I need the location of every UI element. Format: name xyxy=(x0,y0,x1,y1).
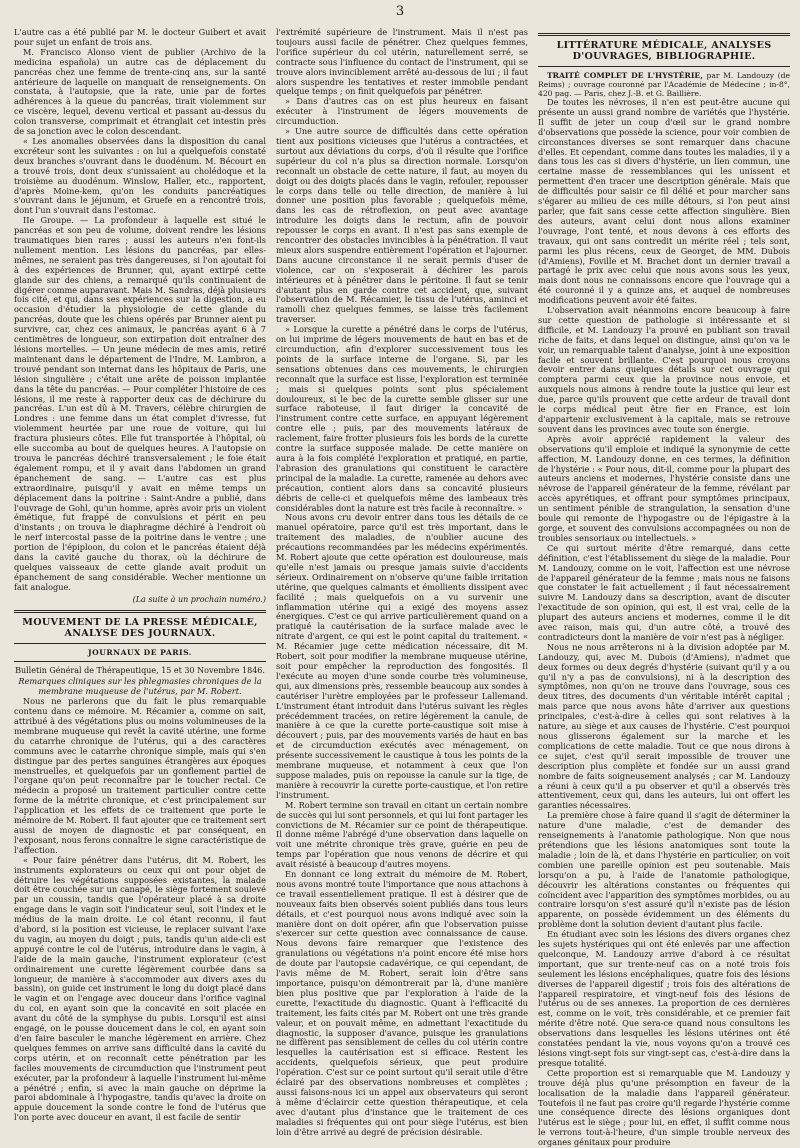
col3-paragraph: La première chose à faire quand il s'agit de déterminer la nature d'une maladie, c'est de demander des renseignements à l'anatomie pathologique. Non que nous prétendions que les lésions anatomiques sont toute la maladie ; loin de là, et dans l'hystérie en particulier, on voit combien une pareille opinion est peu soutenable. Mais lorsqu'on a pu, à l'aide de l'anatomie pathologique, découvrir les altérations constantes ou fréquentes qui coïncident avec l'apparition des symptômes morbides, ou au contraire lorsqu'on s'est assuré qu'il n'existe pas de lésion apparente, on possède évidemment un des éléments du problème dont la solution devient d'autant plus facile. xyxy=(538,810,790,930)
col3-paragraph: Nous ne nous arrêterons ni à la division adoptée par M. Landouzy, qui, avec M. Dubois (d'Amiens), n'admet que deux formes ou deux degrés d'hystérie (suivant qu'il y a ou qu'il n'y a pas de convulsions), ni à la description des symptômes, non qu'on ne trouve dans l'ouvrage, sous ces deux titres, des documents d'un véritable intérêt capital ; mais parce que nous avons hâte d'arriver aux questions principales, c'est-à-dire à celles qui sont relatives à la nature, au siège et aux causes de l'hystérie. C'est pourquoi nous glisserons également sur la marche et les complications de cette maladie. Tout ce que nous dirons à ce sujet, c'est qu'il serait impossible de trouver une description plus complète et fondée sur un aussi grand nombre de faits soigneusement analysés ; car M. Landouzy a réuni à ceux qu'il a pu observer et qu'il a observés très attentivement, ceux qui, dans les auteurs, lui ont offert les garanties nécessaires. xyxy=(538,641,790,811)
page-number: 3 xyxy=(395,4,405,19)
col2-paragraph: En donnant ce long extrait du mémoire de M. Robert, nous avons montré toute l'importance que nous attachons à ce travail essentiellement pratique. Il est à désirer que de nouveaux faits bien observés soient publiés dans tous leurs détails, et c'est pourquoi nous avons indiqué avec soin la manière dont on doit opérer, afin que l'observation puisse s'exercer sur cette question avec connaissance de cause. Nous devons faire remarquer que l'existence des granulations ou végétations n'a point encore été mise hors de doute par l'autopsie cadavérique, ce qui cependant, de l'avis même de M. Robert, serait loin d'être sans importance, puisqu'on démontrerait par là, d'une manière bien plus positive que par l'exploration à l'aide de la curette, l'exactitude du diagnostic. Quant à l'efficacité du traitement, les faits cités par M. Robert ont une très grande valeur, et on pouvait même, en admettant l'exactitude du diagnostic, la supposer d'avance, puisque les granulations ne diffèrent pas sensiblement de celles du col utérin contre lesquelles la cautérisation est si efficace. Restent les accidents, quelquefois sérieux, que peut produire l'opération. C'est sur ce point surtout qu'il serait utile d'être éclairé par des observations nombreuses et complètes ; aussi faisons-nous ici un appel aux observateurs qui seront à même d'éclaircir cette question thérapeutique, et cela avec d'autant plus d'instance que le traitement de ces maladies si fréquentes qui ont pour siège l'utérus, est bien loin d'être arrivé au degré de précision désirable. xyxy=(276,869,528,1137)
col1-paragraph: « Pour faire pénétrer dans l'utérus, dit M. Robert, les instruments explorateurs ou ceux qui ont pour objet de détruire les végétations supposées existantes, la malade doit être couchée sur un canapé, le siège fortement soulevé par un coussin, tandis que l'opérateur placé à sa droite engage dans le vagin soit l'indicateur seul, soit l'index et le médius de la main droite. Le col étant reconnu, il faut d'abord, si la position est vicieuse, le replacer suivant l'axe du vagin, au moyen du doigt ; puis, tandis qu'un aide-cli est appuyé contre le col de l'utérus, introduire dans le vagin, à l'aide de la main gauche, l'instrument explorateur (c'est ordinairement une curette légèrement courbée dans sa longueur, de manière à s'accommoder aux divers axes du bassin), on guide cet instrument le long du doigt placé dans le vagin et on l'engage avec douceur dans l'orifice vaginal du col, en ayant soin que la concavité en soit placée en avant du côté de la symphyse du pubis. Lorsqu'il est ainsi engagé, on le pousse doucement dans le col, en ayant soin d'en faire basculer le manche légèrement en arrière. Chez quelques femmes on arrive sans difficulté dans la cavité du corps utérin, et on reconnaît cette pénétration par les faciles mouvements de circumduction que l'instrument peut exécuter, par la profondeur à laquelle l'instrument lui-même a pénétré ; enfin, si avec la main gauche on déprime la paroi abdominale à l'hypogastre, tandis qu'avec la droite on appuie doucement la sonde contre le fond de l'utérus que l'on porte avec douceur en avant, il est facile de sentir xyxy=(14,854,266,1123)
col1-paragraph: L'autre cas a été publié par M. le docteur Guibert et avait pour sujet un enfant de trois ans. xyxy=(14,27,266,47)
press-section-title: MOUVEMENT DE LA PRESSE MÉDICALE, ANALYSE DES JOURNAUX. xyxy=(22,616,258,639)
section-divider xyxy=(538,33,790,36)
bulletin-heading: Bulletin Général de Thérapeutique, 15 et 30 Novembre 1846. xyxy=(15,666,265,676)
col3-paragraph: En étudiant avec soin les lésions des divers organes chez les sujets hystériques qui ont été enlevés par une affection quelconque, M. Landouzy arrive d'abord à ce résultat important, que sur trente-neuf cas on a noté trois fois seulement les lésions encéphaliques, quatre fois des lésions diverses de l'appareil digestif ; trois fois des altérations de l'appareil respiratoire, et vingt-neuf fois des lésions de l'utérus ou de ses annexes. La proportion de ces dernières est, comme on le voit, très considérable, et ce premier fait mérite d'être noté. Que sera-ce quand nous consultons les observations dans lesquelles les lésions utérines ont été constatées pendant la vie, nous voyons qu'on a trouvé ces lésions vingt-sept fois sur vingt-sept cas, c'est-à-dire dans la presque totalité. xyxy=(538,929,790,1068)
col2-paragraph: M. Robert termine son travail en citant un certain nombre de succès qui lui sont personnels, et qui lui font partager les convictions de M. Récamier sur ce point de thérapeutique. Il donne même l'abrégé d'une observation dans laquelle on voit une métrite chronique très grave, guérie en peu de temps par l'opération que nous venons de décrire et qui avait résisté à beaucoup d'autres moyens. xyxy=(276,799,528,870)
column-2 xyxy=(276,27,528,1137)
press-subsection-title: JOURNAUX DE PARIS. xyxy=(88,647,192,657)
divider xyxy=(538,66,790,67)
columns xyxy=(14,27,790,1148)
col1-paragraph: IIe Groupe. — La profondeur à laquelle est situé le pancréas et son peu de volume, doivent rendre les lésions traumatiques bien rares ; aussi les auteurs n'en font-ils nullement mention. Les lésions du pancréas, par elles-mêmes, ne seraient pas très dangereuses, si l'on ajoutait foi à des expériences de Brunner, qui, ayant extirpé cette glande sur des chiens, a remarqué qu'ils continuaient de digérer comme auparavant. Mais M. Sandras, déjà plusieurs fois cité, et qui, dans ses expériences sur la digestion, a eu occasion d'étudier la physiologie de cette glande du pancréas, doute que les chiens opérés par Brunner aient pu survivre, car, chez ces animaux, le pancréas ayant 6 à 7 centimètres de longueur, son extirpation doit entraîner des lésions mortelles. — Un jeune médecin de mes amis, retiré maintenant dans le département de l'Indre, M. Lambron, a trouvé pendant son internat dans les hôpitaux de Paris, une lésion singulière ; c'était une arête de poisson implantée dans la tête du pancréas. — Pour compléter l'histoire de ces lésions, il me reste à rapporter deux cas de déchirure du pancréas. L'un est dû à M. Travers, célèbre chirurgien de Londres : une femme dans un état complet d'ivresse, fut violemment heurtée par une roue de voiture, qui lui fractura plusieurs côtes. Elle fut transportée à l'hôpital, où elle succomba au bout de quelques heures. A l'autopsie on trouva le pancréas déchiré transversalement ; le foie était également rompu, et il y avait dans l'abdomen un grand épanchement de sang. — L'autre cas est plus extraordinaire, puisqu'il y avait en même temps un déplacement dans la poitrine : Saint-Andre a publié, dans l'ouvrage de Gohl, qu'un homme, après avoir pris un violent émétique, fut frappé de convulsions et périt en peu d'instants ; on trouva le diaphragme déchiré à l'endroit où le nerf intercostal passe de la poitrine dans le ventre ; une portion de l'épiploon, du colon et le pancréas étaient déjà dans la cavité gauche du thorax, où la déchirure de quelques vaisseaux de cette glande avait produit un épanchement de sang considérable. Wecher mentionne un fait analogue. xyxy=(14,215,266,592)
col3-paragraph: De toutes les névroses, il n'en est peut-être aucune qui présente un aussi grand nombre de variétés que l'hystérie. Il suffit de jeter un coup d'œil sur le grand nombre d'observations que possède la science, pour voir combien de circonstances diverses se sont remarquer dans chacune d'elles. Et cependant, comme dans toutes les maladies, il y a dans tous les cas si divers d'hystérie, un lien commun, une certaine masse de ressemblances qui les unissent et permettent d'en tracer une description générale. Mais que de difficultés pour saisir ce fil délié et pour marcher sans s'égarer au milieu de ces mille détours, si l'on peut ainsi parler, que fait sans cesse cette affection singulière. Bien des auteurs, avant celui dont nous allons examiner l'ouvrage, l'ont tenté, et nous devons à ces efforts des travaux, qui ont sans contredit un mérite réel ; tels sont, parmi les plus récens, ceux de Georget, de MM. Dubois (d'Amiens), Foville et M. Brachet dont un dernier travail a partagé le prix avec celui que nous avons sous les yeux, mais dont nous ne connaissons encore que l'ouvrage qui a été couronné il y a quinze ans, et auquel de nombreuses modifications peuvent avoir été faites. xyxy=(538,97,790,306)
col1-paragraph: M. Francisco Alonso vient de publier (Archivo de la medicina española) un autre cas de déplacement du pancréas chez une femme de trente-cinq ans, sur la santé antérieure de laquelle on manquait de renseignements. On constata, à l'autopsie, que la rate, unie par de fortes adhérences à la queue du pancréas, tirait violemment sur ce viscère, lequel, devenu vertical et passant au-dessus du colon transverse, comprimait et étranglait cet intestin près de sa jonction avec le colon descendant. xyxy=(14,46,266,137)
to-be-continued: (La suite à un prochain numéro.) xyxy=(132,594,266,604)
col2-paragraph: » Lorsque la curette a pénétré dans le corps de l'utérus, on lui imprime de légers mouvements de haut en bas et de circumduction, afin d'explorer successivement tous les points de la surface interne de l'organe. Si, par les sensations obtenues dans ces mouvements, le chirurgien reconnaît que la surface est lisse, l'exploration est terminée ; mais si quelques points sont plus spécialement douloureux, si le bec de la curette semble glisser sur une surface raboteuse, il faut diriger la concavité de l'instrument contre cette surface, en appuyant légèrement contre elle ; puis, par des mouvements latéraux de raclement, faire frotter plusieurs fois les bords de la curette contre la surface supposée malade. De cette manière on aura à la fois complété l'exploration et pratiqué, en partie, l'abrasion des granulations qui constituent le caractère principal de la maladie. La curette, ramenée au dehors avec précaution, contient alors dans sa concavité plusieurs débris de celle-ci et quelquefois même des lambeaux très considérables dont la nature est très facile à reconnaître. » xyxy=(276,324,528,513)
book-title: TRAITÉ COMPLET DE L'HYSTÉRIE, xyxy=(547,71,703,80)
book-details: par M. Landouzy (de Reims) ; ouvrage couronné par l'Académie de Médecine ; in-8°, 420 pag. — Paris, chez J.-B. et G. Baillière. xyxy=(538,71,790,98)
col3-paragraph: L'observation avait néanmoins encore beaucoup à faire sur cette question de pathologie si intéressante et si difficile, et M. Landouzy l'a prouvé en publiant son travail riche de faits, et dans lequel on distingue, ainsi qu'on va le voir, un remarquable talent d'analyse, joint à une exposition facile et souvent brillante. C'est pourquoi nous croyons devoir entrer dans quelques détails sur cet ouvrage qui comptera parmi ceux que la province nous envoie, et auxquels nous aimons à rendre toute la justice qui leur est due, parce qu'ils prouvent que cette ardeur de travail dont le corps médical peut être fier en France, est loin d'appartenir exclusivement à la capitale, mais se retrouve souvent dans les provinces avec toute son énergie. xyxy=(538,305,790,434)
col1-paragraph: Nous ne parlerons que du fait le plus remarquable contenu dans ce mémoire. M. Récamier a, comme on sait, attribué à des végétations plus ou moins volumineuses de la membrane muqueuse qui revêt la cavité utérine, une forme du catarrhe chronique de l'utérus, qui a des caractères communs avec le catarrhe chronique simple, mais qui s'en distingue par des pertes sanguines étrangères aux époques menstruelles, et quelquefois par un gonflement partiel de l'organe qu'on peut reconnaître par le toucher rectal. Ce médecin a proposé un traitement particulier contre cette forme de la métrite chronique, et c'est principalement sur l'application et les effets de ce traitement que porte le mémoire de M. Robert. Il faut ajouter que ce traitement sert aussi de moyen de diagnostic et par conséquent, en l'exposant, nous ferons connaître le signe caractéristique de l'affection. xyxy=(14,696,266,855)
col2-paragraph: l'extrémité supérieure de l'instrument. Mais il n'est pas toujours aussi facile de pénétrer. Chez quelques femmes, l'orifice supérieur du col utérin, naturellement serré, se contracte sous l'influence du contact de l'instrument, qui se trouve alors invinciblement arrêté au-dessous de lui ; il faut alors suspendre les tentatives et rester immobile pendant quelque temps ; on finit quelquefois par pénétrer. xyxy=(276,27,528,97)
divider xyxy=(14,643,266,644)
col3-paragraph: Ce qui surtout mérite d'être remarqué, dans cette définition, c'est l'établissement du siège de la maladie. Pour M. Landouzy, comme on le voit, l'affection est une névrose de l'appareil générateur de la femme ; mais nous ne faisons que constater le fait actuellement ; il faut nécessairement suivre M. Landouzy dans sa description, avant de discuter l'exactitude de son opinion, qui est, il est vrai, celle de la plupart des auteurs anciens et modernes, comme il le dit avec raison, mais qui, d'un autre côté, a trouvé des contradicteurs dont la manière de voir n'est pas à négliger. xyxy=(538,542,790,642)
col2-paragraph: » Une autre source de difficultés dans cette opération tient aux positions vicieuses que l'utérus a contractées, et surtout aux déviations du corps, d'où il résulte que l'orifice supérieur du col n'a plus sa direction normale. Lorsqu'on reconnaît un obstacle de cette nature, il faut, au moyen du doigt ou des doigts placés dans le vagin, refouler, repousser le corps dans telle ou telle direction, de manière à lui donner une position plus favorable ; quelquefois même, dans les cas de rétroflexion, on peut avec avantage introduire les doigts dans le rectum, afin de pouvoir repousser le corps en avant. Il n'est pas sans exemple de rencontrer des obstacles invincibles à la pénétration. Il vaut mieux alors suspendre entièrement l'opération et l'ajourner. Dans aucune circonstance il ne serait permis d'user de violence, car on s'exposerait à déchirer les parois intérieures et à pénétrer dans le péritoine. Il faut se tenir d'autant plus en garde contre cet accident, que, suivant l'observation de M. Récamier, le tissu de l'utérus, aminci et ramolli chez quelques femmes, se laisse très facilement traverser. xyxy=(276,126,528,325)
col2-paragraph: » Dans d'autres cas on est plus heureux en faisant exécuter à l'instrument de légers mouvements de circumduction. xyxy=(276,96,528,127)
section-divider xyxy=(14,610,266,613)
divider xyxy=(14,661,266,662)
column-1 xyxy=(14,27,266,1123)
column-3 xyxy=(538,28,790,1148)
col3-paragraph: Cette proportion est si remarquable que M. Landouzy y trouve déjà plus qu'une présomption en faveur de la localisation de la maladie dans l'appareil générateur. Toutefois il ne faut pas croire qu'il regarde l'hystérie comme une conséquence directe des lésions organiques dont l'utérus est le siège ; pour lui, en effet, il suffit comme nous le verrons tout-à-l'heure, d'un simple trouble nerveux des organes génitaux pour produire xyxy=(538,1067,790,1148)
literature-section-title: LITTÉRATURE MÉDICALE, ANALYSES D'OUVRAGES, BIBLIOGRAPHIE. xyxy=(556,40,772,62)
article-heading: Remarques cliniques sur les phlegmasies chroniques de la membrane muqueuse de l'utérus, par M. Robert. xyxy=(18,676,262,697)
col2-paragraph: Nous avons cru devoir entrer dans tous les détails de ce manuel opératoire, parce qu'il est très important, dans le traitement des maladies, de n'oublier aucune des précautions recommandées par les médecins expérimentés. M. Robert ajoute que cette opération est douloureuse, mais qu'elle n'est jamais ou presque jamais suivie d'accidents sérieux. Ordinairement on n'observe qu'une faible irritation utérine, que quelques calmants et émollients dissipent avec facilité ; mais quelquefois on a vu survenir une inflammation utérine qui a exigé des moyens assez énergiques. C'est ce qui arrive particulièrement quand on a pratiqué la cautérisation de la surface malade avec le nitrate d'argent, ce qui est le point capital du traitement. « M. Récamier juge cette médication nécessaire, dit M. Robert, soit pour modifier la membrane muqueuse utérine, soit pour empêcher la reproduction des fongosités. Il l'exécute au moyen d'une sonde courbe très volumineuse, qui, aux dimensions près, ressemble beaucoup aux sondes à cautériser l'urètre employées par le professeur Lallemand. L'instrument étant introduit dans l'utérus suivant les règles précédemment tracées, on retire légèrement la canule, de manière à ce que la curette porte-caustique soit mise à découvert ; puis, par des mouvements variés de haut en bas et de circumduction exécutés avec ménagement, on présente successivement le caustique à tous les points de la membrane muqueuse, et notamment à ceux que l'on suppose malades, puis on repousse la canule sur la tige, de manière à recouvrir la curette porte-caustique, et l'on retire l'instrument. xyxy=(276,512,528,800)
col1-paragraph: « Les anomalies observées dans la disposition du canal excréteur sont les suivantes : on lui a quelquefois constaté deux branches s'ouvrant dans le duodénum. M. Bécourt en a trouvé trois, dont deux s'unissaient au cholédoque et la troisième au duodénum. Winslow, Haller, etc., rapportent, d'après Moine-kem, qu'on les conduits pancréatiques s'ouvrant dans le jéjunum, et Gruefe en a rencontré trois, dont l'un s'ouvrait dans l'estomac. xyxy=(14,135,266,216)
book-reference xyxy=(538,71,790,98)
col3-paragraph: Après avoir apprécié rapidement la valeur des observations qu'il emploie et indiqué la synonymie de cette affection, M. Landouzy donne, en ces termes, la définition de l'hystérie : « Pour nous, dit-il, comme pour la plupart des auteurs anciens et modernes, l'hystérie consiste dans une névrose de l'appareil générateur de la femme, révélant par accès apyrétiques, et offrant pour symptômes principaux, un sentiment pénible de strangulation, la sensation d'une boule qui remonte de l'hypogastre ou de l'épigastre à la gorge, et souvent des convulsions accompagnées ou non de troubles sensoriaux ou intellectuels. » xyxy=(538,433,790,543)
